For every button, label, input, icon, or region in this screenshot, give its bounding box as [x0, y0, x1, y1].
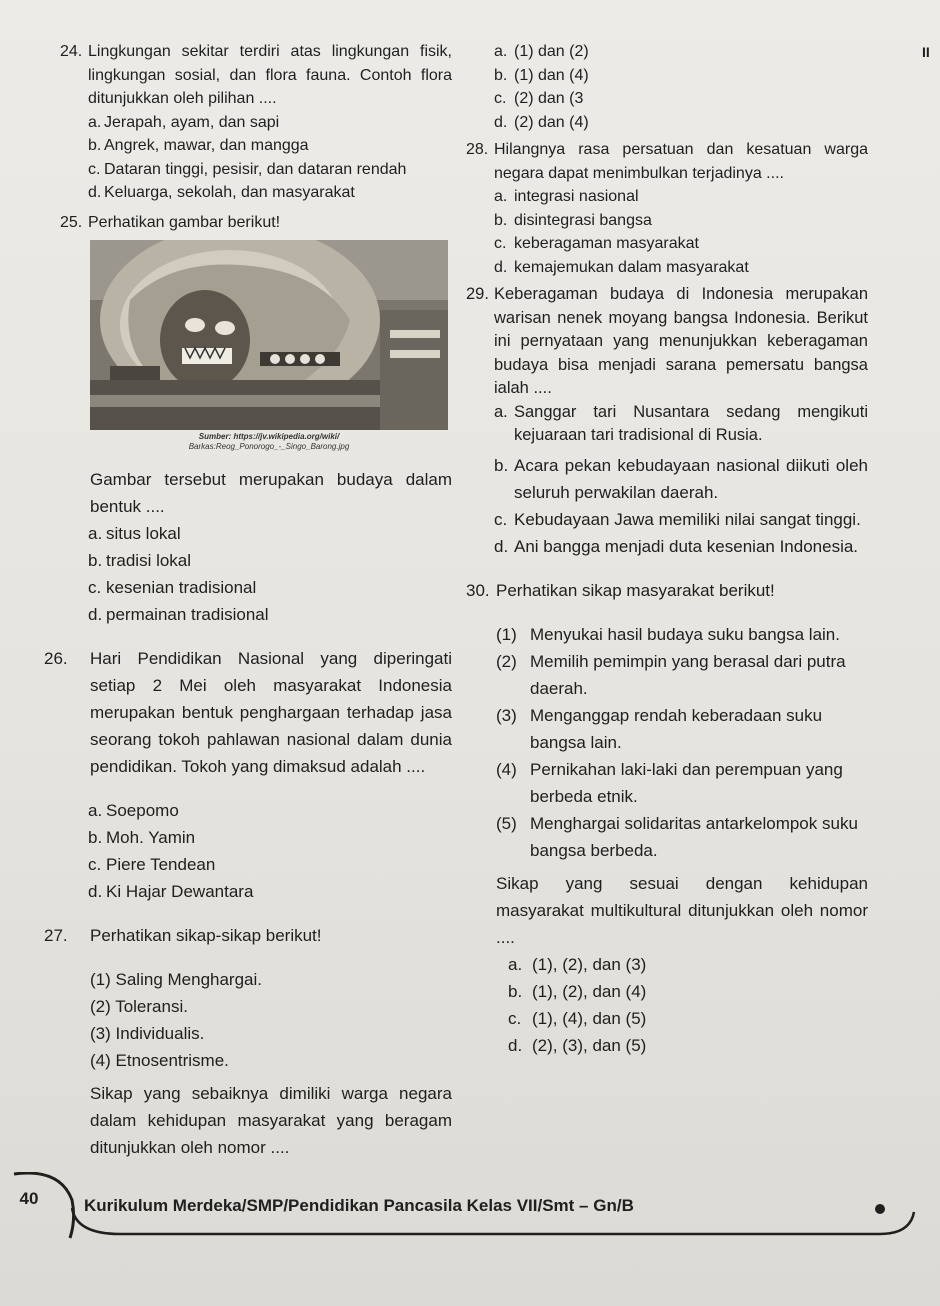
question-27-options — [466, 40, 868, 134]
option-c[interactable]: c. kesenian tradisional — [88, 578, 257, 597]
corner-mark: II — [922, 44, 930, 60]
option-a[interactable]: a. situs lokal — [88, 524, 181, 543]
option-d[interactable]: d. kemajemukan dalam masyarakat — [494, 258, 749, 276]
option-a[interactable]: a. Jerapah, ayam, dan sapi — [88, 113, 280, 131]
option-c[interactable]: c. keberagaman masyarakat — [494, 235, 699, 252]
right-column — [466, 40, 868, 1059]
option-d[interactable]: d. (2), (3), dan (5) — [508, 1035, 647, 1055]
option-a[interactable]: a. Soepomo — [88, 801, 179, 820]
statement-1: (1) Saling Menghargai. — [90, 970, 262, 989]
question-stem: Sikap yang sesuai dengan kehidupan masyarakat multikultural ditunjukkan oleh nomor .... — [496, 873, 868, 947]
reog-mask-image — [90, 240, 448, 430]
option-a[interactable]: a. (1), (2), dan (3) — [508, 954, 647, 974]
option-d[interactable]: d. Ani bangga menjadi duta kesenian Indonesia. — [494, 536, 859, 556]
option-d[interactable]: d. permainan tradisional — [88, 605, 269, 624]
question-text: Perhatikan sikap masyarakat berikut! — [496, 580, 775, 600]
question-text: Perhatikan gambar berikut! — [88, 213, 281, 231]
question-stem: Sikap yang sebaiknya dimiliki warga negara dalam kehidupan masyarakat yang beragam ditunjukkan oleh nomor .... — [90, 1084, 452, 1157]
option-b[interactable]: b. disintegrasi bangsa — [494, 211, 652, 229]
question-25 — [60, 211, 452, 629]
option-b[interactable]: b. Angrek, mawar, dan mangga — [88, 137, 309, 154]
option-a[interactable]: a. integrasi nasional — [494, 188, 639, 205]
question-28 — [466, 138, 868, 279]
image-source: Sumber: https://jv.wikipedia.org/wiki/ — [198, 432, 340, 441]
statement-3: (3) Individualis. — [90, 1024, 205, 1043]
option-c[interactable]: c. (2) dan (3 — [494, 90, 584, 107]
option-d[interactable]: d. Ki Hajar Dewantara — [88, 882, 254, 901]
question-29 — [466, 283, 868, 560]
option-c[interactable]: c. Piere Tendean — [88, 855, 216, 874]
question-number: 24. — [60, 43, 83, 60]
option-c[interactable]: c. Dataran tinggi, pesisir, dan dataran rendah — [88, 160, 407, 178]
statement-4: (4) Pernikahan laki-laki dan perempuan yang berbeda etnik. — [496, 759, 843, 806]
question-stem: Gambar tersebut merupakan budaya dalam bentuk .... — [90, 470, 452, 516]
question-number: 30. — [466, 580, 490, 600]
question-text: Perhatikan sikap-sikap berikut! — [90, 926, 322, 945]
left-column — [44, 40, 452, 1161]
question-24 — [60, 40, 452, 205]
statement-1: (1) Menyukai hasil budaya suku bangsa lain. — [496, 624, 840, 644]
option-b[interactable]: b. (1) dan (4) — [494, 66, 589, 84]
statement-2: (2) Memilih pemimpin yang berasal dari putra daerah. — [496, 651, 846, 698]
statement-2: (2) Toleransi. — [90, 997, 188, 1016]
question-30 — [466, 577, 868, 1059]
option-b[interactable]: b. tradisi lokal — [88, 551, 192, 570]
question-text: Keberagaman budaya di Indonesia merupakan warisan nenek moyang bangsa Indonesia. Berikut ini pernyataan yang menunjukkan keberagaman budaya bisa menjadi sarana pemersatu bangsa ialah .... — [494, 285, 868, 397]
image-filename: Barkas:Reog_Ponorogo_-_Singo_Barong.jpg — [188, 442, 350, 451]
statement-5: (5) Menghargai solidaritas antarkelompok suku bangsa berbeda. — [496, 813, 858, 860]
option-b[interactable]: b. Acara pekan kebudayaan nasional diikuti oleh seluruh perwakilan daerah. — [494, 455, 868, 502]
statement-3: (3) Menganggap rendah keberadaan suku bangsa lain. — [496, 705, 823, 752]
question-number: 26. — [44, 649, 68, 668]
question-27 — [44, 922, 452, 1161]
option-c[interactable]: c. Kebudayaan Jawa memiliki nilai sangat tinggi. — [494, 509, 861, 529]
option-d[interactable]: d. Keluarga, sekolah, dan masyarakat — [88, 184, 355, 201]
question-26 — [44, 645, 452, 905]
question-text: Lingkungan sekitar terdiri atas lingkungan fisik, lingkungan sosial, dan flora fauna. Contoh flora ditunjukkan oleh pilihan .... — [88, 43, 452, 107]
question-number: 28. — [466, 141, 489, 158]
page-number: 40 — [19, 1189, 39, 1208]
question-text: Hilangnya rasa persatuan dan kesatuan warga negara dapat menimbulkan terjadinya .... — [494, 141, 868, 182]
question-text: Hari Pendidikan Nasional yang diperingati setiap 2 Mei oleh masyarakat Indonesia merupakan bentuk penghargaan terhadap jasa seorang tokoh pahlawan nasional dalam dunia pendidikan. Tokoh yang dimaksud adalah .... — [90, 649, 452, 776]
option-b[interactable]: b. (1), (2), dan (4) — [508, 981, 647, 1001]
option-c[interactable]: c. (1), (4), dan (5) — [508, 1008, 647, 1028]
option-a[interactable]: a. (1) dan (2) — [494, 43, 589, 60]
footer-title: Kurikulum Merdeka/SMP/Pendidikan Pancasila Kelas VII/Smt – Gn/B — [84, 1196, 634, 1215]
reog-ponorogo-photo — [90, 240, 448, 430]
question-number: 27. — [44, 926, 68, 945]
statement-4: (4) Etnosentrisme. — [90, 1051, 229, 1070]
question-number: 25. — [60, 213, 83, 231]
option-a[interactable]: a. Sanggar tari Nusantara sedang mengikuti kejuaraan tari tradisional di Rusia. — [494, 402, 868, 444]
question-number: 29. — [466, 285, 489, 303]
page-footer — [0, 1172, 940, 1232]
option-b[interactable]: b. Moh. Yamin — [88, 828, 196, 847]
option-d[interactable]: d. (2) dan (4) — [494, 113, 589, 131]
